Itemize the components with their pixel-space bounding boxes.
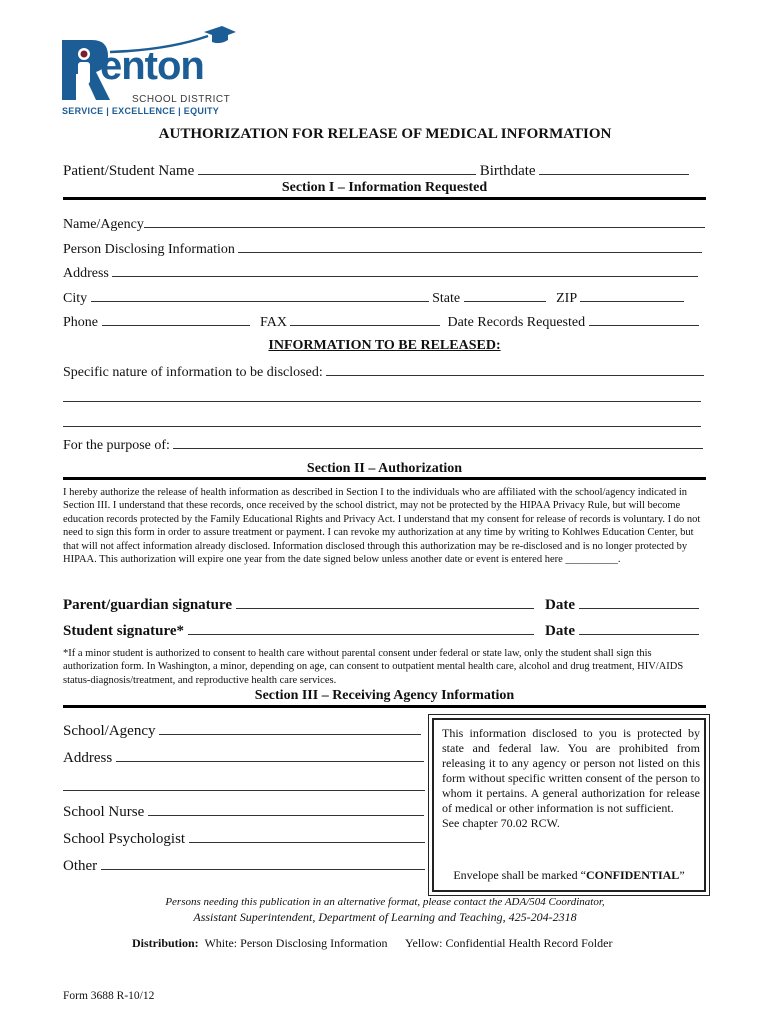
distribution-white: White: Person Disclosing Information <box>204 936 388 950</box>
section2-heading: Section II – Authorization <box>306 461 463 476</box>
birthdate-field[interactable] <box>539 162 689 175</box>
specific-nature-line-3[interactable] <box>63 426 701 427</box>
student-signature-row <box>63 621 705 640</box>
alt-format-note: Persons needing this publication in an alternative format, please contact the ADA/504 Coordinator, <box>165 896 605 908</box>
purpose-field[interactable] <box>173 436 703 449</box>
receiving-address-line-2[interactable] <box>63 790 425 791</box>
patient-row <box>63 162 705 180</box>
section2-rule <box>63 477 706 480</box>
state-label: State <box>432 291 461 306</box>
logo-tagline: SERVICE | EXCELLENCE | EQUITY <box>62 106 220 116</box>
patient-name-field[interactable] <box>198 162 476 175</box>
notice-text <box>442 726 700 831</box>
fax-label: FAX <box>260 315 287 330</box>
confidentiality-notice-box <box>428 714 710 896</box>
phone-field[interactable] <box>102 313 250 326</box>
purpose-label: For the purpose of: <box>63 438 170 453</box>
receiving-address-row <box>63 749 424 767</box>
specific-nature-label: Specific nature of information to be disclosed: <box>63 365 323 380</box>
school-psychologist-label: School Psychologist <box>63 831 186 847</box>
school-psychologist-row <box>63 830 425 848</box>
address-label: Address <box>63 266 109 281</box>
envelope-confidential: CONFIDENTIAL <box>585 868 680 882</box>
specific-nature-field[interactable] <box>326 363 704 376</box>
student-signature-label: Student signature* <box>63 623 184 639</box>
school-agency-field[interactable] <box>159 722 421 735</box>
school-agency-row <box>63 722 421 740</box>
section1-heading: Section I – Information Requested <box>281 180 488 195</box>
city-field[interactable] <box>91 289 429 302</box>
contact-note: Assistant Superintendent, Department of Learning and Teaching, 425-204-2318 <box>193 910 577 924</box>
specific-nature-line-2[interactable] <box>63 401 701 402</box>
student-signature-field[interactable] <box>188 621 534 635</box>
person-disclosing-row <box>63 240 705 258</box>
specific-nature-row <box>63 363 705 381</box>
address-row <box>63 264 705 282</box>
parent-date-field[interactable] <box>579 595 699 609</box>
city-row <box>63 289 705 307</box>
zip-label: ZIP <box>556 291 577 306</box>
school-psychologist-field[interactable] <box>189 830 425 843</box>
fax-field[interactable] <box>290 313 440 326</box>
date-records-field[interactable] <box>589 313 699 326</box>
distribution-label: Distribution: <box>132 936 199 950</box>
student-date-label: Date <box>545 623 575 639</box>
school-agency-label: School/Agency <box>63 723 156 739</box>
purpose-row <box>63 436 705 454</box>
date-records-label: Date Records Requested <box>447 315 586 330</box>
distribution-yellow: Yellow: Confidential Health Record Folder <box>405 936 613 950</box>
zip-field[interactable] <box>580 289 684 302</box>
patient-name-label: Patient/Student Name <box>63 163 195 179</box>
form-title: AUTHORIZATION FOR RELEASE OF MEDICAL INFORMATION <box>158 126 612 142</box>
parent-signature-label: Parent/guardian signature <box>63 597 233 613</box>
city-label: City <box>63 291 88 306</box>
other-label: Other <box>63 858 98 874</box>
parent-signature-field[interactable] <box>236 595 534 609</box>
person-disclosing-label: Person Disclosing Information <box>63 242 235 257</box>
person-disclosing-field[interactable] <box>238 240 702 253</box>
other-row <box>63 857 425 875</box>
info-to-release-heading: INFORMATION TO BE RELEASED: <box>268 338 501 353</box>
form-number: Form 3688 R-10/12 <box>63 990 155 1002</box>
birthdate-label: Birthdate <box>479 163 536 179</box>
school-nurse-row <box>63 803 424 821</box>
state-field[interactable] <box>464 289 546 302</box>
authorization-paragraph: I hereby authorize the release of health information as described in Section I to the individuals who are affiliated with the school/agency indicated in Section III. I understand that these records, once received by the school district, may not be protected by the HIPAA Privacy Rule, but will become education records protected by the Family Educational Rights and Privacy Act. I understand that my consent for release of records is voluntary. I do not need to sign this form in order to assure treatment or payment. I can revoke my authorization at any time by writing to Kohlwes Education Center, but that will not affect information already disclosed. Information disclosed through this authorization may be re-disclosed and is no longer protected by HIPAA. This authorization will expire one year from the date signed below unless another date or event is entered here __________. <box>63 487 701 566</box>
notice-body: This information disclosed to you is protected by state and federal law. You are prohibited from releasing it to any agency or person not listed on this form without specific written consent of the person to whom it pertains. A general authorization for release of medical or other information is not sufficient. <box>442 726 700 815</box>
section3-heading: Section III – Receiving Agency Information <box>254 688 515 703</box>
receiving-address-field[interactable] <box>116 749 424 762</box>
envelope-suffix: ” <box>679 868 685 882</box>
other-field[interactable] <box>101 857 425 870</box>
notice-inner-border <box>432 718 706 892</box>
parent-date-label: Date <box>545 597 576 613</box>
section1-rule <box>63 197 706 200</box>
name-agency-field[interactable] <box>144 215 705 228</box>
phone-row <box>63 313 705 331</box>
name-agency-label: Name/Agency <box>63 217 144 232</box>
name-agency-row <box>63 215 705 233</box>
envelope-instruction <box>434 868 704 883</box>
logo-wordmark: enton <box>100 44 204 88</box>
section3-rule <box>63 705 706 708</box>
envelope-prefix: Envelope shall be marked “ <box>453 868 586 882</box>
school-nurse-field[interactable] <box>148 803 424 816</box>
phone-label: Phone <box>63 315 98 330</box>
receiving-address-label: Address <box>63 750 113 766</box>
school-nurse-label: School Nurse <box>63 804 145 820</box>
distribution-line <box>132 936 612 951</box>
parent-signature-row <box>63 595 705 614</box>
student-date-field[interactable] <box>579 621 699 635</box>
district-logo <box>58 22 238 122</box>
logo-school-district: SCHOOL DISTRICT <box>132 94 231 105</box>
notice-chapter: See chapter 70.02 RCW. <box>442 816 560 830</box>
address-field[interactable] <box>112 264 698 277</box>
minor-consent-note: *If a minor student is authorized to consent to health care without parental consent under federal or state law, only the student shall sign this authorization form. In Washington, a minor, depending on age, can consent to outpatient mental health care, alcohol and drug treatment, HIV/AIDS status-diagnosis/treatment, and reproductive health care services. <box>63 648 684 686</box>
